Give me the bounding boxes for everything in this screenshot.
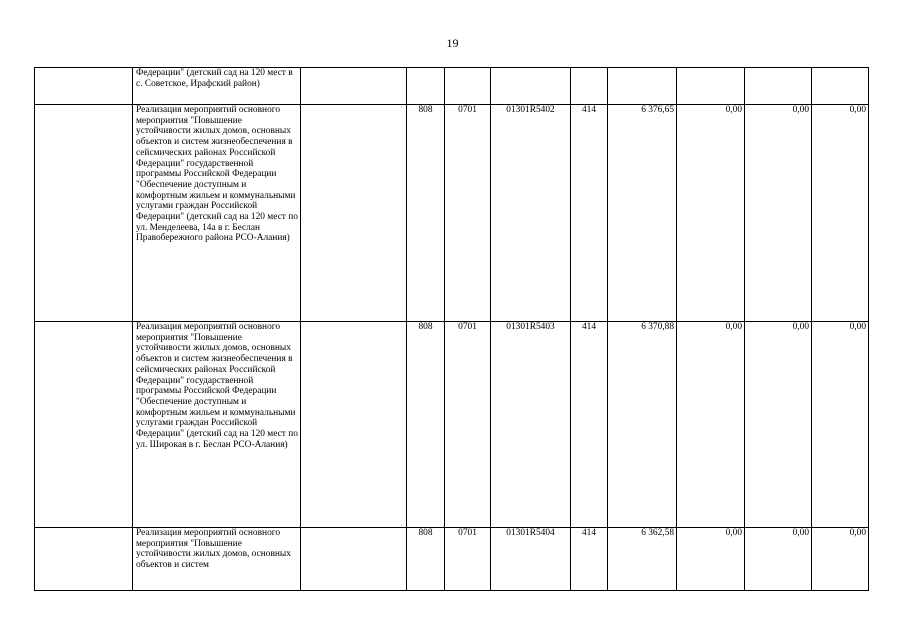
table-row (35, 105, 869, 322)
amount-cell: 6 376,65 (608, 105, 677, 322)
expense-type-cell: 414 (571, 322, 608, 528)
empty-cell (35, 105, 133, 322)
empty-cell (301, 528, 407, 591)
section-cell (445, 68, 491, 105)
value2-cell: 0,00 (677, 528, 745, 591)
budget-table (34, 67, 869, 591)
empty-cell (301, 68, 407, 105)
description-cell: Федерации" (детский сад на 120 мест в с. Советское, Ирафский район) (133, 68, 301, 105)
empty-cell (301, 322, 407, 528)
value2-cell (677, 68, 745, 105)
value3-cell (745, 68, 812, 105)
value4-cell (812, 68, 869, 105)
amount-cell: 6 362,58 (608, 528, 677, 591)
value4-cell: 0,00 (812, 528, 869, 591)
empty-cell (35, 528, 133, 591)
expense-type-cell: 414 (571, 528, 608, 591)
description-cell: Реализация мероприятий основного мероприятия "Повышение устойчивости жилых домов, основных объектов и систем (133, 528, 301, 591)
value3-cell: 0,00 (745, 322, 812, 528)
expense-type-cell (571, 68, 608, 105)
section-cell: 0701 (445, 105, 491, 322)
section-cell: 0701 (445, 528, 491, 591)
section-cell: 0701 (445, 322, 491, 528)
target-item-cell: 01301R5403 (491, 322, 571, 528)
value4-cell: 0,00 (812, 105, 869, 322)
page-number: 19 (446, 36, 459, 50)
grbs-cell: 808 (407, 105, 445, 322)
value4-cell: 0,00 (812, 322, 869, 528)
target-item-cell: 01301R5404 (491, 528, 571, 591)
amount-cell: 6 370,88 (608, 322, 677, 528)
description-cell: Реализация мероприятий основного мероприятия "Повышение устойчивости жилых домов, основных объектов и систем жизнеобеспечения в сейсмических районах Российской Федерации" государственной программы Российской Федерации "Обеспечение доступным и комфортным жильем и коммунальными услугами граждан Российской Федерации" (детский сад на 120 мест по ул. Широкая в г. Беслан РСО-Алания) (133, 322, 301, 528)
expense-type-cell: 414 (571, 105, 608, 322)
value2-cell: 0,00 (677, 322, 745, 528)
target-item-cell: 01301R5402 (491, 105, 571, 322)
value3-cell: 0,00 (745, 528, 812, 591)
empty-cell (35, 68, 133, 105)
grbs-cell: 808 (407, 528, 445, 591)
grbs-cell (407, 68, 445, 105)
empty-cell (35, 322, 133, 528)
target-item-cell (491, 68, 571, 105)
table-row (35, 68, 869, 105)
value3-cell: 0,00 (745, 105, 812, 322)
grbs-cell: 808 (407, 322, 445, 528)
empty-cell (301, 105, 407, 322)
table-row (35, 322, 869, 528)
description-cell: Реализация мероприятий основного мероприятия "Повышение устойчивости жилых домов, основных объектов и систем жизнеобеспечения в сейсмических районах Российской Федерации" государственной программы Российской Федерации "Обеспечение доступным и комфортным жильем и коммунальными услугами граждан Российской Федерации" (детский сад на 120 мест по ул. Менделеева, 14а в г. Беслан Правобережного района РСО-Алания) (133, 105, 301, 322)
table-row (35, 528, 869, 591)
value2-cell: 0,00 (677, 105, 745, 322)
amount-cell (608, 68, 677, 105)
